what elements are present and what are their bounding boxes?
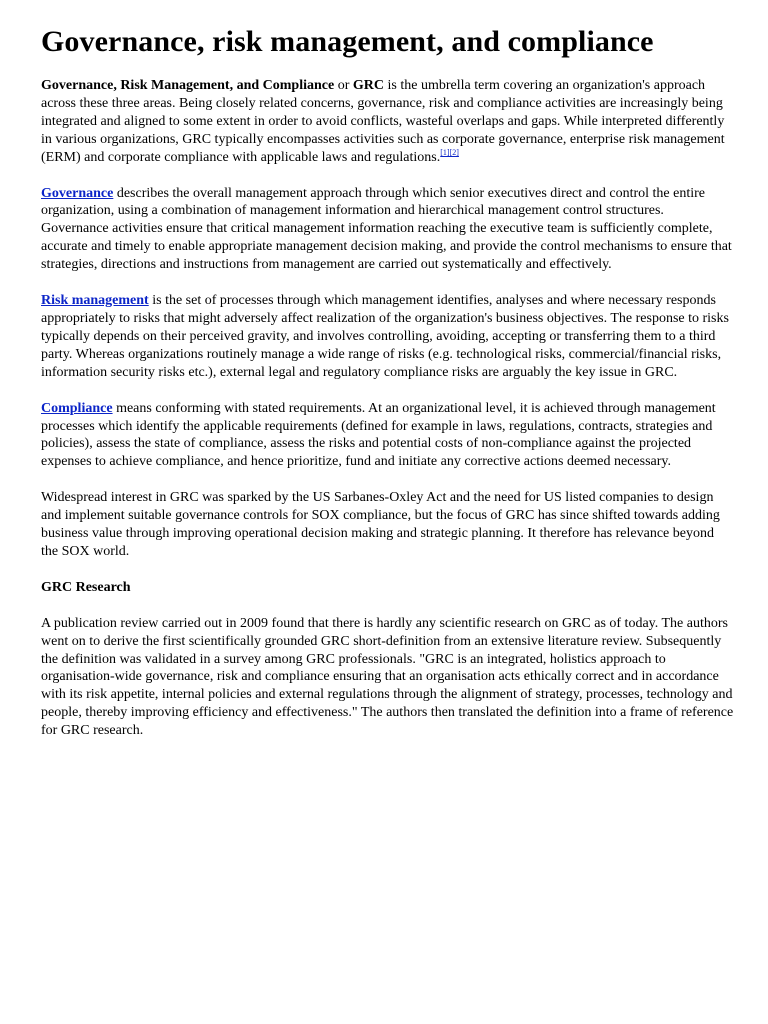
intro-or: or: [334, 78, 353, 93]
research-paragraph: A publication review carried out in 2009 found that there is hardly any scientific research on GRC as of today. The authors went on to derive the first scientifically grounded GRC short-definition from an extensive literature review. Subsequently the definition was validated in a survey among GRC professionals. "GRC is an integrated, holistics approach to organisation-wide governance, risk and compliance ensuring that an organisation acts ethically correct and in accordance with its risk appetite, internal policies and external regulations through the alignment of strategy, processes, technology and people, thereby improving efficiency and effectiveness." The authors then translated the definition into a frame of reference for GRC research.: [41, 615, 734, 739]
governance-text: describes the overall management approach through which senior executives direct and control the entire organization, using a combination of management information and hierarchical management control structures. Governance activities ensure that critical management information reaching the executive team is sufficiently complete, accurate and timely to enable appropriate management decision making, and provide the control mechanisms to ensure that strategies, directions and instructions from management are carried out systematically and effectively.: [41, 185, 732, 273]
reference-link[interactable]: [1][2]: [440, 147, 459, 157]
risk-management-text: is the set of processes through which management identifies, analyses and where necessary responds appropriately to risks that might adversely affect realization of the organization's business objectives. The response to risks typically depends on their perceived gravity, and involves controlling, avoiding, accepting or transferring them to a third party. Whereas organizations routinely manage a wide range of risks (e.g. technological risks, commercial/financial risks, information security risks etc.), external legal and regulatory compliance risks are arguably the key issue in GRC.: [41, 293, 729, 380]
compliance-link[interactable]: Compliance: [41, 400, 113, 416]
compliance-text: means conforming with stated requirements. At an organizational level, it is achieved through management processes which identify the applicable requirements (defined for example in laws, regulations, contracts, strategies and policies), assess the state of compliance, assess the risks and potential costs of non-compliance against the projected expenses to achieve compliance, and hence prioritize, fund and initiate any corrective actions deemed necessary.: [41, 400, 716, 470]
compliance-paragraph: [41, 400, 734, 472]
intro-refs: [440, 148, 459, 157]
risk-management-link[interactable]: Risk management: [41, 293, 149, 309]
risk-management-paragraph: [41, 292, 734, 382]
governance-paragraph: [41, 185, 734, 275]
intro-abbr: GRC: [352, 78, 385, 93]
interest-paragraph: Widespread interest in GRC was sparked by the US Sarbanes-Oxley Act and the need for US listed companies to design and implement suitable governance controls for SOX compliance, but the focus of GRC has since shifted towards adding business value through improving operational decision making and strategic planning. It therefore has relevance beyond the SOX world.: [41, 490, 720, 559]
page-title: Governance, risk management, and compliance: [41, 25, 654, 58]
intro-text: is the umbrella term covering an organization's approach across these three areas. Being closely related concerns, governance, risk and compliance activities are increasingly being integrated and aligned to some extent in order to avoid conflicts, wasteful overlaps and gaps. While interpreted differently in various organizations, GRC typically encompasses activities such as corporate governance, enterprise risk management (ERM) and corporate compliance with applicable laws and regulations.: [41, 78, 725, 165]
governance-link[interactable]: Governance: [41, 185, 114, 201]
research-heading: GRC Research: [41, 579, 131, 595]
intro-paragraph: [41, 77, 734, 167]
intro-term: Governance, Risk Management, and Compliance: [41, 78, 335, 93]
